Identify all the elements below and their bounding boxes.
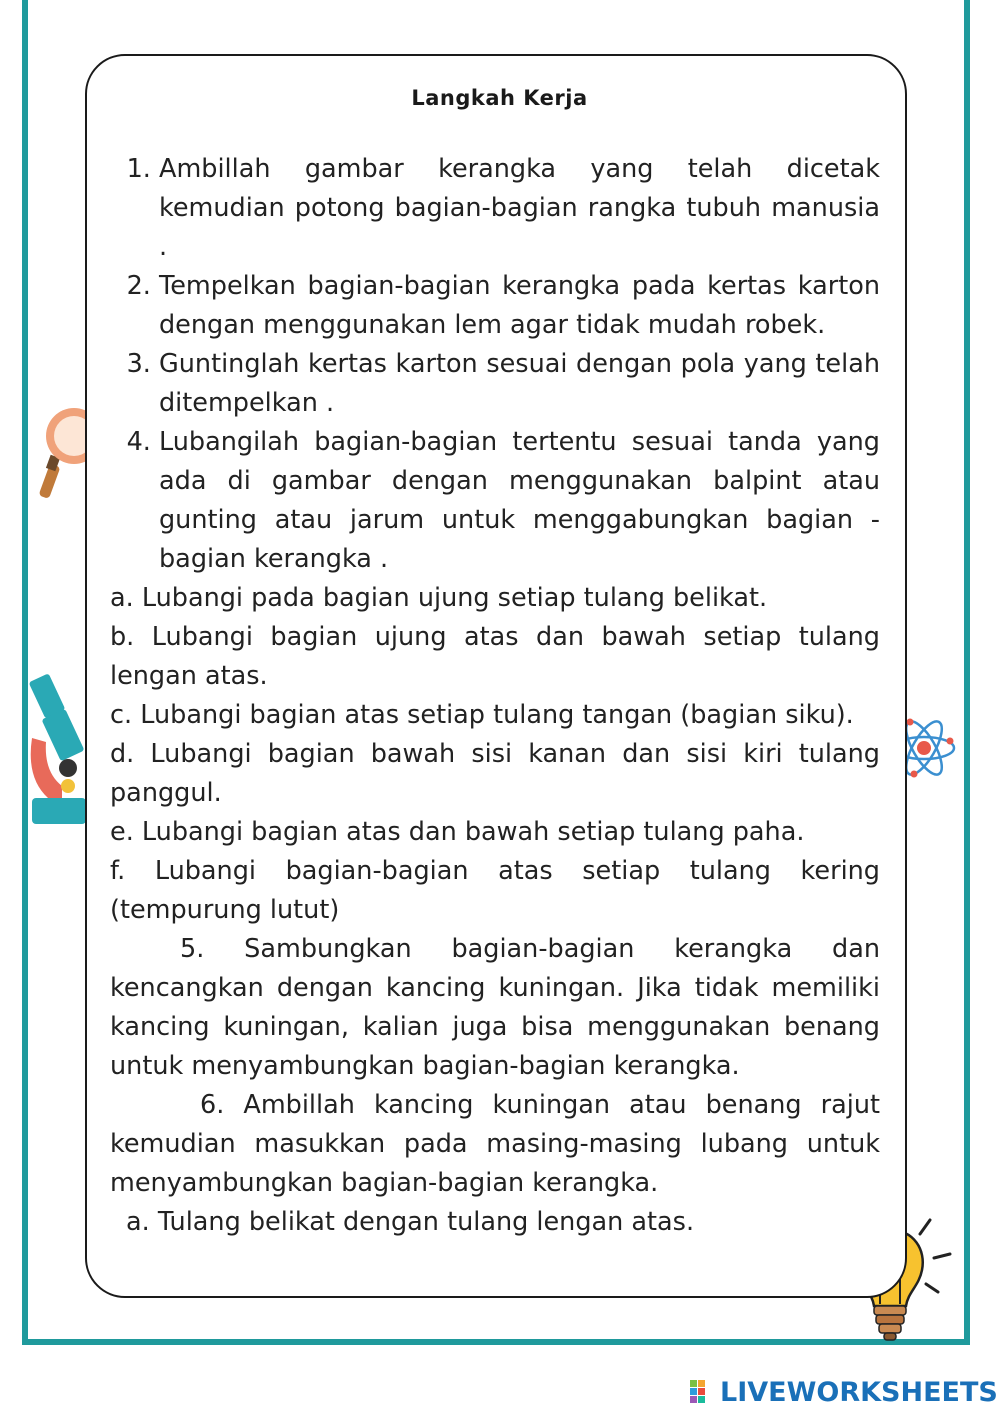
steps-list: [110, 150, 880, 579]
sub-item: c. Lubangi bagian atas setiap tulang tangan (bagian siku).: [110, 700, 854, 730]
microscope-icon: [28, 668, 88, 830]
instructions-content: [110, 150, 880, 1242]
sub-item: f. Lubangi bagian-bagian atas setiap tulang kering (tempurung lutut): [110, 856, 880, 925]
step-6-paragraph: 6. Ambillah kancing kuningan atau benang rajut kemudian masukkan pada masing-masing lubang untuk menyambungkan bagian-bagian kerangka.: [110, 1090, 880, 1198]
list-item: 3. Guntinglah kertas karton sesuai dengan pola yang telah ditempelkan .: [159, 345, 880, 423]
atom-icon: [900, 708, 966, 788]
sub-item: e. Lubangi bagian atas dan bawah setiap tulang paha.: [110, 817, 805, 847]
sub-item: b. Lubangi bagian ujung atas dan bawah setiap tulang lengan atas.: [110, 622, 880, 691]
liveworksheets-logo: [690, 1375, 998, 1409]
list-item: 2. Tempelkan bagian-bagian kerangka pada kertas karton dengan menggunakan lem agar tidak mudah robek.: [159, 267, 880, 345]
sub-item: d. Lubangi bagian bawah sisi kanan dan sisi kiri tulang panggul.: [110, 739, 880, 808]
magnifier-icon: [34, 404, 89, 502]
sub-item: a. Tulang belikat dengan tulang lengan atas.: [126, 1207, 695, 1237]
liveworksheets-logo-icon: [690, 1380, 714, 1404]
page-title: Langkah Kerja: [411, 86, 588, 110]
brand-name: LIVEWORKSHEETS: [720, 1376, 998, 1408]
list-item: 4. Lubangilah bagian-bagian tertentu sesuai tanda yang ada di gambar dengan menggunakan balpint atau gunting atau jarum untuk menggabungkan bagian - bagian kerangka .: [159, 423, 880, 579]
sub-item: a. Lubangi pada bagian ujung setiap tulang belikat.: [110, 583, 768, 613]
step-5-paragraph: 5. Sambungkan bagian-bagian kerangka dan kencangkan dengan kancing kuningan. Jika tidak memiliki kancing kuningan, kalian juga bisa menggunakan benang untuk menyambungkan bagian-bagian kerangka.: [110, 934, 880, 1081]
list-item: 1. Ambillah gambar kerangka yang telah dicetak kemudian potong bagian-bagian rangka tubuh manusia .: [159, 150, 880, 267]
